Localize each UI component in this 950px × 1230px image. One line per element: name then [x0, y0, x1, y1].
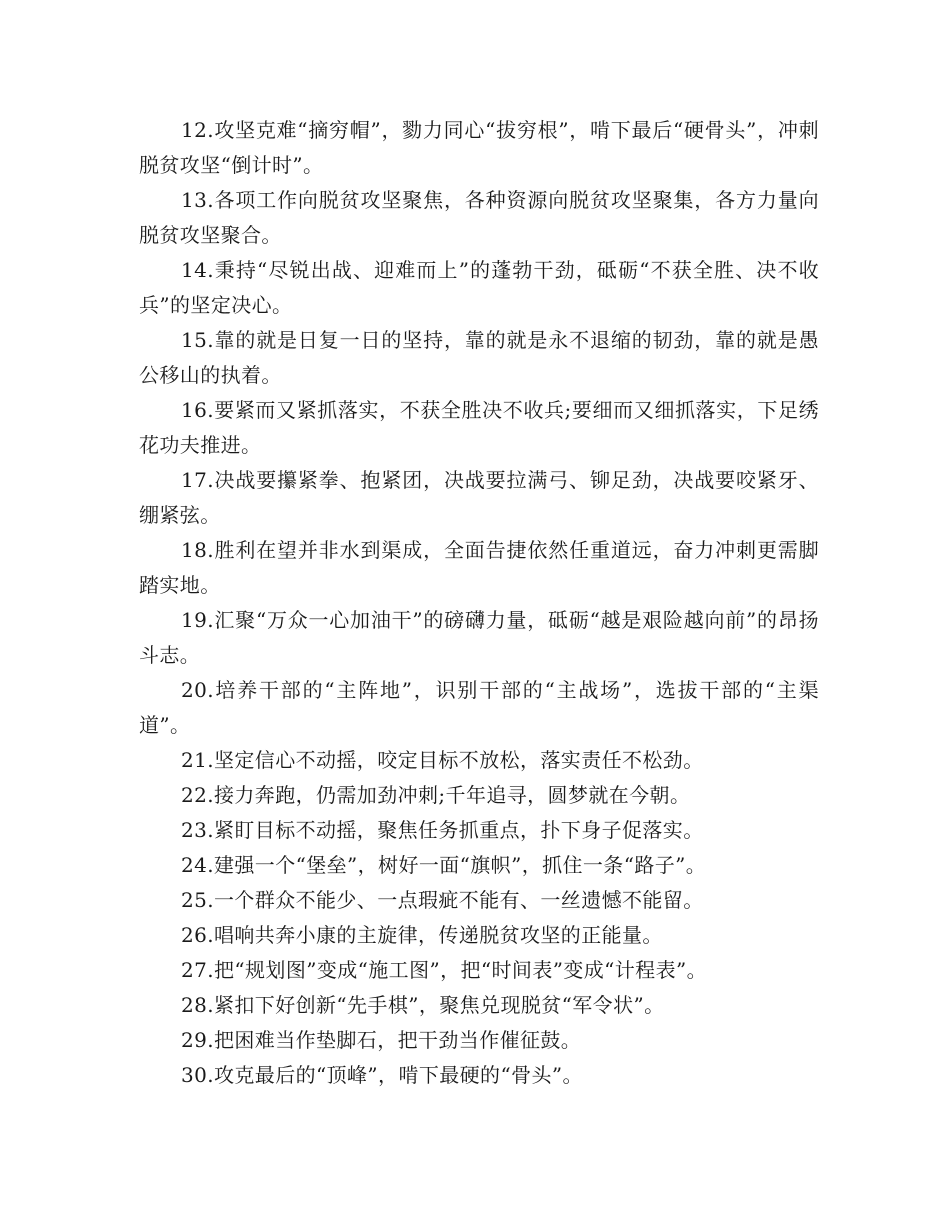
list-item: 19.汇聚“万众一心加油干”的磅礴力量，砥砺“越是艰险越向前”的昂扬斗志。	[139, 608, 819, 667]
list-item: 15.靠的就是日复一日的坚持，靠的就是永不退缩的韧劲，靠的就是愚公移山的执着。	[139, 328, 819, 387]
list-item: 22.接力奔跑，仍需加劲冲刺;千年追寻，圆梦就在今朝。	[181, 783, 691, 807]
list-item: 30.攻克最后的“顶峰”，啃下最硬的“骨头”。	[181, 1063, 583, 1087]
list-item: 28.紧扣下好创新“先手棋”，聚焦兑现脱贫“军令状”。	[181, 993, 665, 1017]
list-item: 20.培养干部的“主阵地”，识别干部的“主战场”，选拔干部的“主渠道”。	[139, 678, 819, 737]
list-item: 23.紧盯目标不动摇，聚焦任务抓重点，扑下身子促落实。	[181, 818, 704, 842]
list-item: 12.攻坚克难“摘穷帽”，勠力同心“拔穷根”，啃下最后“硬骨头”，冲刺脱贫攻坚“倒计时”。	[139, 118, 819, 177]
list-item: 14.秉持“尽锐出战、迎难而上”的蓬勃干劲，砥砺“不获全胜、决不收兵”的坚定决心。	[139, 258, 819, 317]
list-item: 24.建强一个“堡垒”，树好一面“旗帜”，抓住一条“路子”。	[181, 853, 707, 877]
list-item: 18.胜利在望并非水到渠成，全面告捷依然任重道远，奋力冲刺更需脚踏实地。	[139, 538, 819, 597]
list-item: 21.坚定信心不动摇，咬定目标不放松，落实责任不松劲。	[181, 748, 704, 772]
list-item: 25.一个群众不能少、一点瑕疵不能有、一丝遗憾不能留。	[181, 888, 704, 912]
list-item: 17.决战要攥紧拳、抱紧团，决战要拉满弓、铆足劲，决战要咬紧牙、绷紧弦。	[139, 468, 819, 527]
list-item: 27.把“规划图”变成“施工图”，把“时间表”变成“计程表”。	[181, 958, 708, 982]
list-item: 26.唱响共奔小康的主旋律，传递脱贫攻坚的正能量。	[181, 923, 663, 947]
list-item: 29.把困难当作垫脚石，把干劲当作催征鼓。	[181, 1028, 582, 1052]
list-item: 16.要紧而又紧抓落实，不获全胜决不收兵;要细而又细抓落实，下足绣花功夫推进。	[139, 398, 819, 457]
list-item: 13.各项工作向脱贫攻坚聚焦，各种资源向脱贫攻坚聚集，各方力量向脱贫攻坚聚合。	[139, 188, 819, 247]
document-body	[139, 113, 819, 1093]
